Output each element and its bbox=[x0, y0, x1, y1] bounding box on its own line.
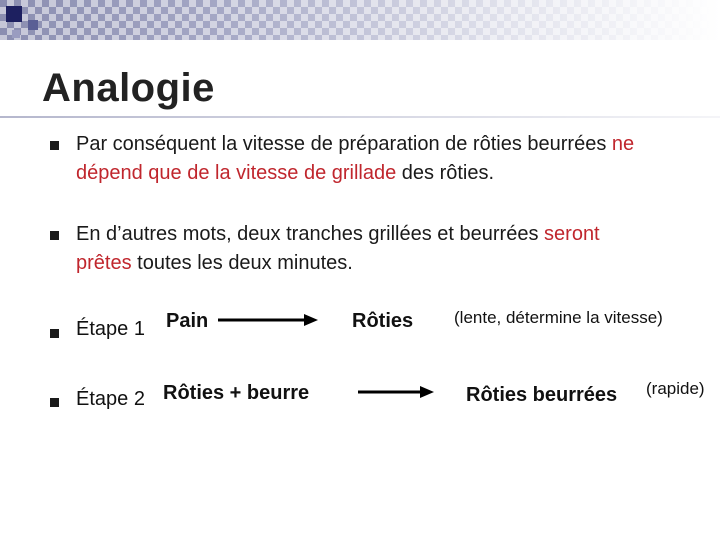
bullet-2-part1: En d’autres mots, deux tranches grillées et beurrées bbox=[76, 223, 545, 245]
bullet-2-highlight: seront prêtes bbox=[76, 223, 600, 274]
bullet-marker bbox=[50, 329, 59, 338]
slide-title: Analogie bbox=[42, 66, 215, 110]
bullet-1-highlight: ne dépend que de la vitesse de grillade bbox=[76, 133, 635, 184]
decor-square bbox=[28, 20, 38, 30]
bullet-text-1 bbox=[76, 130, 656, 188]
bullet-text-2 bbox=[76, 220, 656, 278]
step-1-product: Rôties bbox=[352, 310, 414, 332]
bullet-2-part2: toutes les deux minutes. bbox=[131, 252, 353, 274]
bullet-marker bbox=[50, 141, 59, 150]
header-pattern bbox=[0, 0, 720, 40]
step-2-arrow bbox=[356, 384, 436, 400]
step-1-note: (lente, détermine la vitesse) bbox=[454, 308, 663, 327]
step-1-label: Étape 1 bbox=[76, 318, 145, 340]
decor-square bbox=[6, 6, 22, 22]
step-2-label: Étape 2 bbox=[76, 388, 145, 410]
step-1-reactant: Pain bbox=[166, 310, 209, 332]
title-rule bbox=[0, 116, 720, 118]
bullet-1-part2: des rôties. bbox=[396, 162, 495, 184]
step-2-reactant: Rôties + beurre bbox=[163, 382, 310, 404]
bullet-marker bbox=[50, 231, 59, 240]
bullet-marker bbox=[50, 398, 59, 407]
step-2-note: (rapide) bbox=[646, 379, 705, 398]
bullet-1-part1: Par conséquent la vitesse de préparation de rôties beurrées bbox=[76, 133, 612, 155]
decor-square bbox=[12, 30, 20, 38]
step-1-arrow bbox=[216, 312, 320, 328]
step-2-product: Rôties beurrées bbox=[466, 384, 618, 406]
